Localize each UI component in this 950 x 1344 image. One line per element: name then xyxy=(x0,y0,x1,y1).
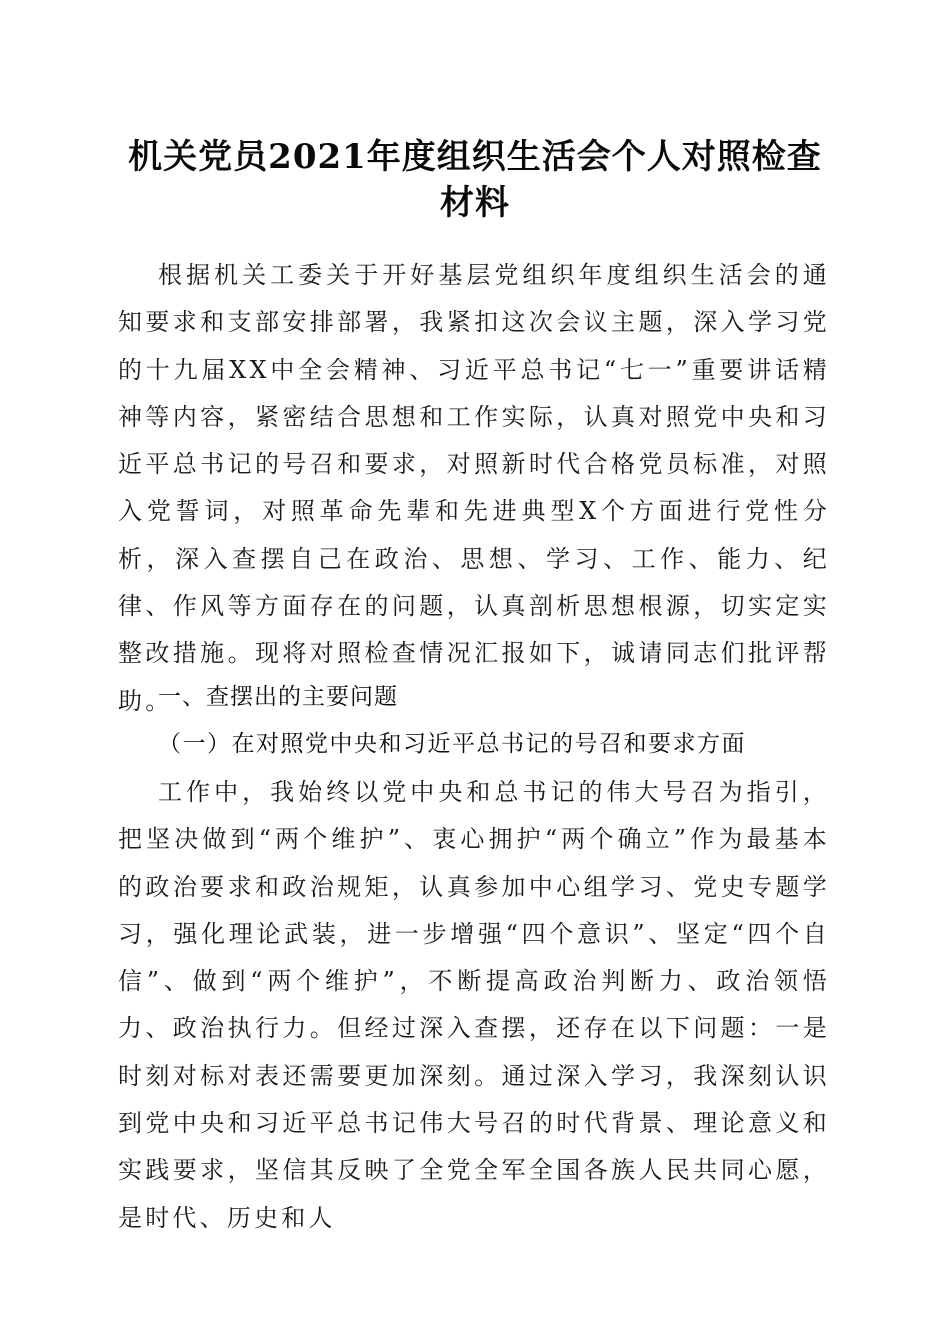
subsection-heading: （一）在对照党中央和习近平总书记的号召和要求方面 xyxy=(158,731,746,757)
title-line-1: 机关党员2021年度组织生活会个人对照检查 xyxy=(128,137,822,177)
title-line-2: 材料 xyxy=(440,183,510,223)
section-heading: 一、查摆出的主要问题 xyxy=(158,684,398,710)
document-title xyxy=(110,134,840,226)
section-paragraph: 工作中，我始终以党中央和总书记的伟大号召为指引，把坚决做到“两个维护”、衷心拥护“两个确立”作为最基本的政治要求和政治规矩，认真参加中心组学习、党史专题学习，强化理论武装，进一步增强“四个意识”、坚定“四个自信”、做到“两个维护”，不断提高政治判断力、政治领悟力、政治执行力。但经过深入查摆，还存在以下问题：一是时刻对标对表还需要更加深刻。通过深入学习，我深刻认识到党中央和习近平总书记伟大号召的时代背景、理论意义和实践要求，坚信其反映了全党全军全国各族人民共同心愿，是时代、历史和人 xyxy=(118,778,830,1232)
intro-paragraph: 根据机关工委关于开好基层党组织年度组织生活会的通知要求和支部安排部署，我紧扣这次会议主题，深入学习党的十九届XX中全会精神、习近平总书记“七一”重要讲话精神等内容，紧密结合思想和工作实际，认真对照党中央和习近平总书记的号召和要求，对照新时代合格党员标准，对照入党誓词，对照革命先辈和先进典型X个方面进行党性分析，深入查摆自己在政治、思想、学习、工作、能力、纪律、作风等方面存在的问题，认真剖析思想根源，切实定实整改措施。现将对照检查情况汇报如下，诚请同志们批评帮助。 xyxy=(118,261,830,715)
